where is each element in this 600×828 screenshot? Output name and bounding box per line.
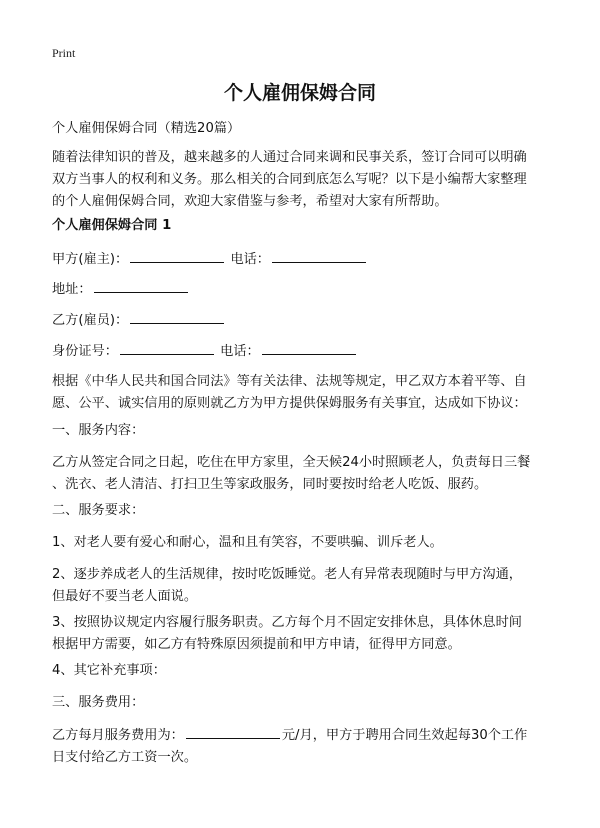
party-b-row	[52, 309, 552, 332]
party-a-blank	[130, 248, 224, 263]
document-subtitle: 个人雇佣保姆合同（精选20篇）	[52, 121, 241, 136]
address-label: 地址：	[52, 282, 92, 297]
phone-label: 电话：	[220, 344, 260, 359]
address-row	[52, 278, 552, 301]
party-a-row	[52, 248, 552, 271]
document-title: 个人雇佣保姆合同	[223, 82, 376, 104]
fee-terms: 元/月，甲方于聘用合同生效起每30个工作	[281, 728, 528, 743]
service-fee-heading: 三、服务费用：	[52, 695, 145, 710]
intro-line: 随着法律知识的普及，越来越多的人通过合同来调和民事关系，签订合同可以明确	[52, 150, 527, 165]
fee-blank	[186, 724, 280, 739]
basis-line: 根据《中华人民共和国合同法》等有关法律、法规等规定，甲乙双方本着平等、自	[52, 374, 527, 389]
text-line: 3、按照协议规定内容履行服务职责。乙方每个月不固定安排休息，具体休息时间	[52, 615, 522, 630]
phone-label: 电话：	[230, 252, 270, 267]
text-line: 、洗衣、老人清洁、打扫卫生等家政服务，同时要按时给老人吃饭、服药。	[52, 477, 488, 492]
text-line: 但最好不要当老人面说。	[52, 589, 198, 604]
service-fee-text	[52, 724, 552, 769]
requirement-4: 4、其它补充事项：	[52, 663, 166, 678]
requirement-2	[52, 564, 552, 608]
service-requirements-heading: 二、服务要求：	[52, 503, 145, 518]
requirement-1: 1、对老人要有爱心和耐心，温和且有笑容，不要哄骗、训斥老人。	[52, 535, 443, 550]
intro-line: 双方当事人的权利和义务。那么相关的合同到底怎么写呢？以下是小编帮大家整理	[52, 172, 527, 187]
party-b-blank	[130, 309, 224, 324]
service-content-heading: 一、服务内容：	[52, 423, 145, 438]
text-line: 根据甲方需要，如乙方有特殊原因须提前和甲方申请，征得甲方同意。	[52, 637, 461, 652]
text-line: 日支付给乙方工资一次。	[52, 750, 198, 765]
party-b-label: 乙方(雇员)：	[52, 313, 129, 328]
id-label: 身份证号：	[52, 344, 118, 359]
intro-paragraph	[52, 147, 552, 213]
party-a-label: 甲方(雇主)：	[52, 252, 129, 267]
section-heading: 个人雇佣保姆合同 1	[52, 218, 172, 233]
text-line: 乙方从签定合同之日起，吃住在甲方家里，全天候24小时照顾老人，负责每日三餐	[52, 455, 531, 470]
requirement-3	[52, 612, 552, 656]
service-content-text	[52, 452, 552, 496]
phone-blank	[272, 248, 366, 263]
text-line	[52, 724, 552, 747]
basis-paragraph	[52, 371, 552, 415]
basis-line: 愿、公平、诚实信用的原则就乙方为甲方提供保姆服务有关事宜，达成如下协议：	[52, 396, 527, 411]
phone-blank	[262, 340, 356, 355]
fee-label: 乙方每月服务费用为：	[52, 728, 184, 743]
print-link[interactable]: Print	[52, 46, 76, 60]
id-row	[52, 340, 552, 363]
intro-line: 的个人雇佣保姆合同，欢迎大家借鉴与参考，希望对大家有所帮助。	[52, 194, 448, 209]
text-line: 2、逐步养成老人的生活规律，按时吃饭睡觉。老人有异常表现随时与甲方沟通，	[52, 567, 522, 582]
id-blank	[120, 340, 214, 355]
address-blank	[94, 278, 188, 293]
